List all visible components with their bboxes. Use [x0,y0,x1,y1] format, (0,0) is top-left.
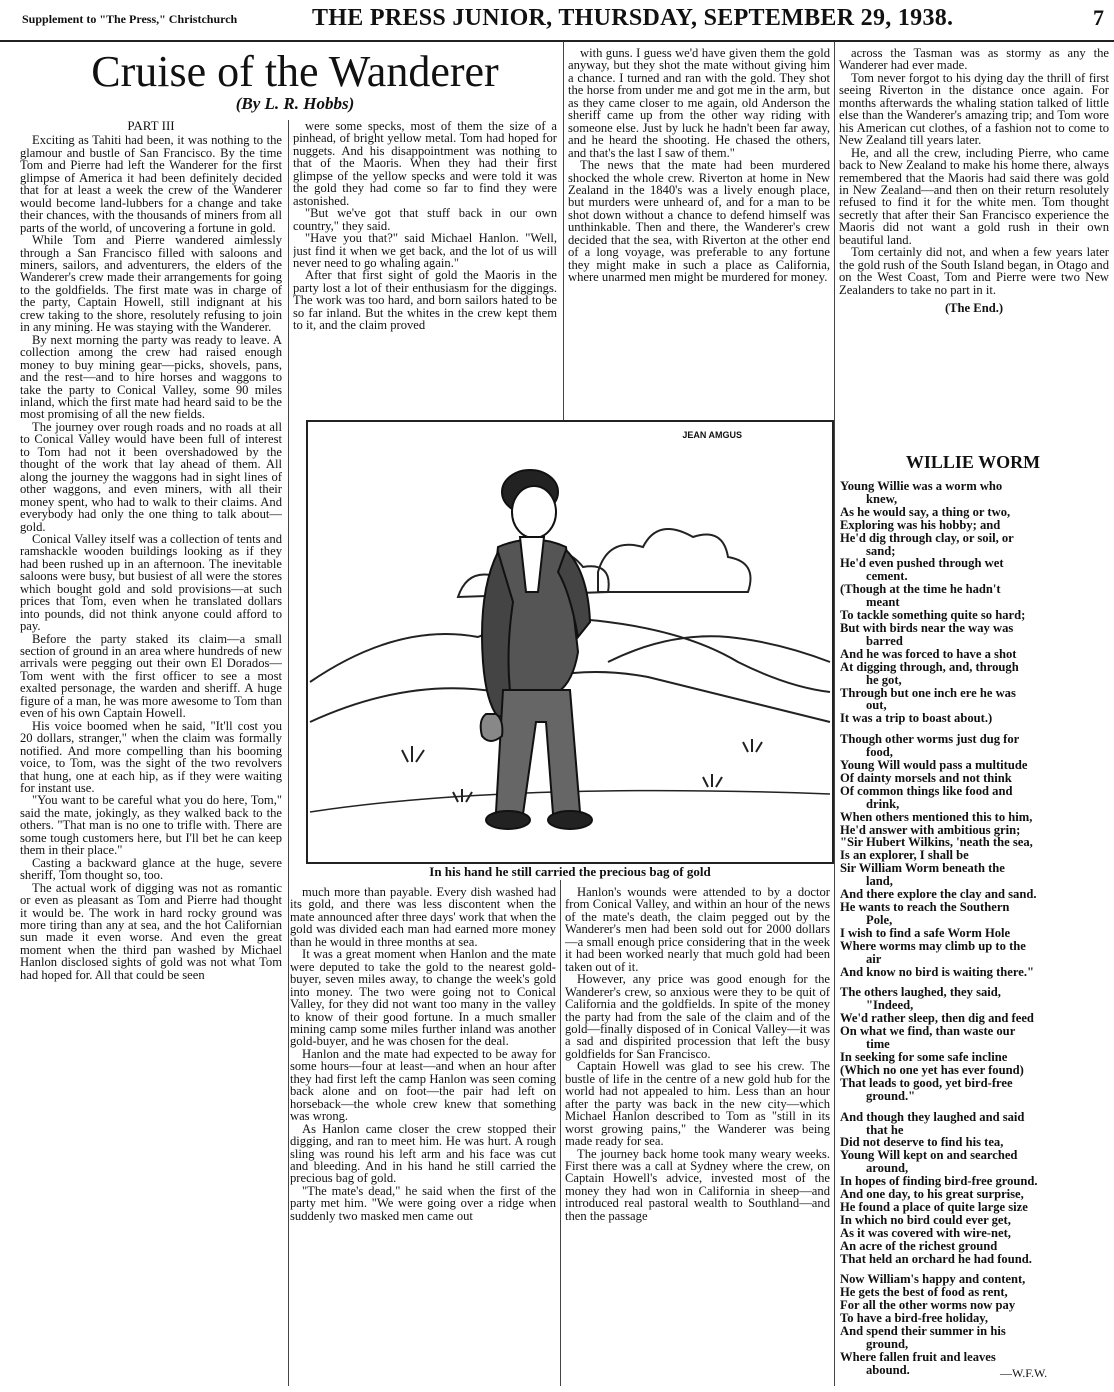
poem-line: "Sir Hubert Wilkins, 'neath the sea, [840,835,1033,850]
poem-line: But with birds near the way was [840,620,1014,635]
poem-line: meant [866,595,900,610]
illustration-caption: In his hand he still carried the precious bag of gold [429,864,711,879]
poem-stanza [840,733,1110,978]
paragraph: Conical Valley itself was a collection of tents and ramshackle wooden buildings looking as if they had been rushed up in an afternoon. The inevitable saloons were busy, but busiest of all were the stores which bought gold and sold provisions—at such prices that Tom, even when he translated dollars into pounds, did not think anyone could afford to pay. [20,531,282,634]
poem-line: Young Will would pass a multitude [840,758,1028,773]
paragraph: By next morning the party was ready to leave. A collection among the crew had raised enough money to buy mining gear—picks, shovels, pans, and the rest—and to hire horses and waggons to take the party to Conical Valley, some 90 miles inland, which the first mate had heard said to be the most promising of all the new fields. [20,332,282,422]
page-number: 7 [1093,5,1104,30]
poem-line: He found a place of quite large size [840,1199,1028,1214]
supplement-line: Supplement to "The Press," Christchurch [22,12,238,26]
poem-line: And there explore the clay and sand. [840,887,1037,902]
paragraph: "You want to be careful what you do here, Tom," said the mate, jokingly, as they walked back to the others. "That man is no one to trifle with. There are some tough customers here, but I'll bet he can keep them in their place." [20,793,282,858]
poem-title: WILLIE WORM [905,452,1041,472]
paragraph: across the Tasman was as stormy as any the Wanderer had ever made. [839,47,1109,73]
paragraph: Before the party staked its claim—a small section of ground in an area where hundreds of new arrivals were pegging out their own El Dorados—Tom went with the first officer to see a most exalted personage, the warden and sheriff. A huge figure of a man, he was more awesome to Tom than even of his own Captain Howell. [20,631,282,721]
poem-stanza [840,480,1110,725]
article-column-2-bottom [290,886,556,1386]
poem-line: It was a trip to boast about.) [840,711,993,726]
poem-line: Of dainty morsels and not think [840,770,1012,785]
poem-line: Did not deserve to find his tea, [840,1135,1004,1150]
poem-line: Pole, [866,912,893,927]
paragraph: The journey back home took many weary weeks. First there was a call at Sydney where the crew, on Captain Howell's advice, invested most of the money they had won in California in sheep—and introduced real pastoral wealth to Southland—and then the passage [565,1146,830,1223]
masthead: THE PRESS JUNIOR, THURSDAY, SEPTEMBER 29, 1938. [312,5,954,31]
poem-line: As he would say, a thing or two, [840,504,1011,519]
poem-stanza [840,1111,1110,1266]
poem-body [840,480,1110,1385]
poem-line: At digging through, and, through [840,659,1019,674]
poem-line: "Indeed, [866,998,914,1013]
poem-line: And though they laughed and said [840,1109,1025,1124]
paragraph: After that first sight of gold the Maoris in the party lost a lot of their enthusiasm for the diggings. The work was too hard, and born sailors hated to be so far inland. But the whites in the crew kept them to it, and the claim proved [293,268,557,333]
poem-line: drink, [866,796,900,811]
poem-line: (Though at the time he hadn't [840,582,1001,597]
poem-line: (Which no one yet has ever found) [840,1062,1024,1077]
poem-line: abound. [866,1362,910,1377]
poem-line: Where fallen fruit and leaves [840,1349,996,1364]
poem-line: Though other worms just dug for [840,732,1020,747]
paragraph: However, any price was good enough for the Wanderer's crew, so anxious were they to be quit of California and the goldfields. In spite of the money the party had from the sale of the claim and of the gold—finally disposed of in Conical Valley—it was a sad and dispirited procession that left the busy goldfields for San Francisco. [565,972,830,1061]
poem-line: Now William's happy and content, [840,1272,1026,1287]
paragraph: While Tom and Pierre wandered aimlessly through a San Francisco filled with saloons and miners, sailors, and adventurers, the elders of the Wanderer's crew made their arrangements for going to the goldfields. The first mate was in charge of the party, Captain Howell, still indignant at his crew taking to the shore, resolutely refusing to join in any mining. He was staying with the Wanderer. [20,233,282,335]
paragraph: Tom certainly did not, and when a few years later the gold rush of the South Island began, in Otago and on the West Coast, Tom and Pierre were two New Zealanders to take no part in it. [839,245,1109,297]
poem-line: To have a bird-free holiday, [840,1311,988,1326]
poem-line: He gets the best of food as rent, [840,1285,1008,1300]
poem-line: ground, [866,1337,909,1351]
article-title: Cruise of the Wanderer [91,47,499,96]
poem-line: On what we find, than waste our [840,1024,1016,1039]
poem-line: For all the other worms now pay [840,1298,1016,1313]
page-header [0,0,1114,42]
artist-signature: JEAN AMGUS [682,430,742,440]
poem-line: And one day, to his great surprise, [840,1187,1024,1202]
poem-line: As it was covered with wire-net, [840,1225,1011,1240]
poem-line: In seeking for some safe incline [840,1049,1008,1064]
poem-stanza [840,1273,1110,1376]
paragraph: with guns. I guess we'd have given them the gold anyway, but they shot the mate without giving him a chance. I turned and ran with the gold. They shot the horse from under me and got me in the arm, but as they came closer to me again, old Anderson the sheriff came up from the other way riding with someone else. Just by luck he hadn't been far away, and he heard the shooting. He chased the others, and that's the last I saw of them." [568,47,830,160]
poem-line: He'd answer with ambitious grin; [840,822,1021,837]
poem-line: He'd dig through clay, or soil, or [840,530,1014,545]
poem-line: When others mentioned this to him, [840,809,1033,824]
poem-line: That held an orchard he had found. [840,1251,1032,1266]
poem-line: Is an explorer, I shall be [840,848,969,863]
paragraph: It was a great moment when Hanlon and the mate were deputed to take the gold to the nearest gold-buyer, seven miles away, to change the week's gold into money. The two were going not to Conical Valley, for they did not want too many in the valley to know of their good fortune. In a much smaller mining camp some miles further inland was another gold-buyer, and he was chosen for the deal. [290,947,556,1049]
paragraph: Captain Howell was glad to see his crew. The bustle of life in the centre of a new gold hub for the world had not appealed to him. Less than an hour after the party was back in the new city—which Michael Hanlon described to Tom as "still in its worst growing pains," the Wanderer was being made ready for sea. [565,1059,830,1149]
poem-line: Young Willie was a worm who [840,479,1003,493]
poem-line: ground." [866,1088,916,1103]
column-rule [560,880,561,1386]
paragraph: "The mate's dead," he said when the first of the party met him. "We were going over a ridge when suddenly two masked men came out [290,1183,556,1223]
paragraph: His voice boomed when he said, "It'll cost you 20 dollars, stranger," when the claim was formally notified. And more compelling than his booming voice, to Tom, was the sight of the two revolvers that hung, one at each hip, as if they were waiting for instant use. [20,718,282,796]
poem-line: he got, [866,672,902,687]
paragraph: Casting a backward glance at the huge, severe sheriff, Tom thought so, too. [20,855,282,883]
poem-line: We'd rather sleep, then dig and feed [840,1011,1034,1026]
column-rule [834,42,835,1386]
column-rule [288,120,289,1386]
paragraph: The journey over rough roads and no roads at all to Conical Valley would have been full of interest to Tom had not it been overshadowed by the thought of the work that lay ahead of them. All along the journey the waggons had in sight lines of other waggons, and even miners, with all their money spent, who had to walk to their claims. And everybody had only the one thing to talk about—gold. [20,419,282,534]
article-column-3-top [568,47,830,417]
the-end: (The End.) [944,301,1004,316]
paragraph: Tom never forgot to his dying day the thrill of first seeing Riverton in the distance once again. For months afterwards the whaling station talked of little else than the Wanderer's amazing trip; and Tom wore his American cut clothes, of a fashion not to come to New Zealand till years later. [839,70,1109,148]
column-3-top-text [568,47,830,284]
poem-line: food, [866,745,893,760]
column-rule [563,42,564,420]
poem-line: air [866,951,882,966]
poem-line: barred [866,633,903,648]
poem-line: To tackle something quite so hard; [840,608,1026,623]
poem-line: In which no bird could ever get, [840,1212,1011,1227]
poem-line: And know no bird is waiting there." [840,964,1034,979]
poem-line: He wants to reach the Southern [840,900,1010,914]
paragraph: "Have you that?" said Michael Hanlon. "Well, just find it when we get back, and the lot of us will never need to go whaling again." [293,231,557,270]
poem-signature: —W.F.W. [1000,1366,1048,1380]
poem-line: Sir William Worm beneath the [840,861,1005,876]
poem-line: land, [866,874,893,889]
poem-line: In hopes of finding bird-free ground. [840,1174,1038,1189]
paragraph: The actual work of digging was not as romantic or even as pleasant as Tom and Pierre had thought it would be. The work in hard rocky ground was more tiring than any at sea, and the hot Californian sun made it even worse. And even the great moment when the third pan washed by Michael Hanlon disclosed sights of gold was not what Tom had hoped for. All that could be seen [20,880,282,982]
poem-line: sand; [866,543,896,558]
poem-line: I wish to find a safe Worm Hole [840,925,1011,940]
poem-line: Where worms may climb up to the [840,938,1026,953]
column-2-bottom-text [290,886,556,1222]
article-column-3-bottom [565,886,830,1386]
column-3-bottom-text [565,886,830,1222]
article-column-1 [20,120,282,1388]
paragraph: As Hanlon came closer the crew stopped their digging, and ran to meet him. He was hurt. A rough sling was round his left arm and his face was cut and bleeding. And in his hand he still carried the precious bag of gold. [290,1121,556,1186]
column-4-top-text [839,47,1109,296]
poem-line: time [866,1037,890,1052]
poem-line: Exploring was his hobby; and [840,517,1001,532]
part-heading: PART III [127,120,175,133]
paragraph: He, and all the crew, including Pierre, who came back to New Zealand to make his home there, always remembered that the Maoris had said there was gold in New Zealand—and then on their return resolutely refused to find it for the white men. Tom thought secretly that after their San Francisco experience the Maoris did not want a gold rush in their own beautiful land. [839,145,1109,247]
poem-line: An acre of the richest ground [840,1238,998,1253]
poem-line: And he was forced to have a shot [840,646,1017,661]
paragraph: much more than payable. Every dish washed had its gold, and there was less discontent when the mate announced after three days' work that when the gold was divided each man had earned more money than he would in three months at sea. [290,886,556,949]
miner-drawing [308,422,832,862]
article-column-4-top [839,47,1109,447]
poem-line: that he [866,1122,904,1137]
paragraph: Hanlon and the mate had expected to be away for some hours—four at least—and when an hour after they had first left the camp Hanlon was seen coming back alone and on foot—the pair had left on horseback—the whole crew knew that something was wrong. [290,1046,556,1124]
poem-line: around, [866,1161,909,1176]
poem-line: That leads to good, yet bird-free [840,1075,1013,1090]
column-2-top-text [293,120,557,332]
illustration [306,420,834,864]
paragraph: The news that the mate had been murdered shocked the whole crew. Riverton at home in New Zealand in the 1840's was a lively enough place, but murders were unheard of, and for a man to be shot down without a chance to defend himself was unthinkable. Then and there, the Wanderer's crew decided that the sea, with Riverton at the other end of a long voyage, was preferable to any fortune they might make in such a place as California, where unarmed men might be murdered for money. [568,158,830,285]
article-byline: (By L. R. Hobbs) [235,94,355,113]
poem-line: He'd even pushed through wet [840,556,1004,571]
paragraph: Hanlon's wounds were attended to by a doctor from Conical Valley, and within an hour of the news of the mate's death, the claim pegged out by the Wanderer's men had been sold out for 2000 dollars—a small enough price considering that in the week it had been worked nearly that much gold had been taken out of it. [565,886,830,974]
column-1-text [20,134,282,981]
poem-line: The others laughed, they said, [840,985,1001,1000]
poem-stanza [840,986,1110,1102]
poem-line: cement. [866,569,908,584]
article-column-2-top [293,120,557,416]
paragraph: were some specks, most of them the size of a pinhead, of bright yellow metal. Tom had hoped for nuggets. And his disappointment was nothing to that of the Maoris. When they had their first glimpse of the yellow specks and were told it was the gold they had come so far to find they were astonished. [293,120,557,208]
poem-line: And spend their summer in his [840,1324,1006,1339]
poem-line: Of common things like food and [840,783,1013,798]
paragraph: Exciting as Tahiti had been, it was nothing to the glamour and bustle of San Francisco. By the time Tom and Pierre had left the Wanderer for the first glimpse of America it had been definitely decided that for at least a week the crew of the Wanderer would become land-lubbers for a change and take their chances, with the thousands of miners from all parts of the world, of uncovering a fortune in gold. [20,133,282,235]
poem-line: knew, [866,491,898,506]
poem-line: Young Will kept on and searched [840,1148,1018,1163]
poem-line: Through but one inch ere he was [840,685,1016,700]
paragraph: "But we've got that stuff back in our own country," they said. [293,206,557,233]
poem-line: out, [866,698,887,713]
